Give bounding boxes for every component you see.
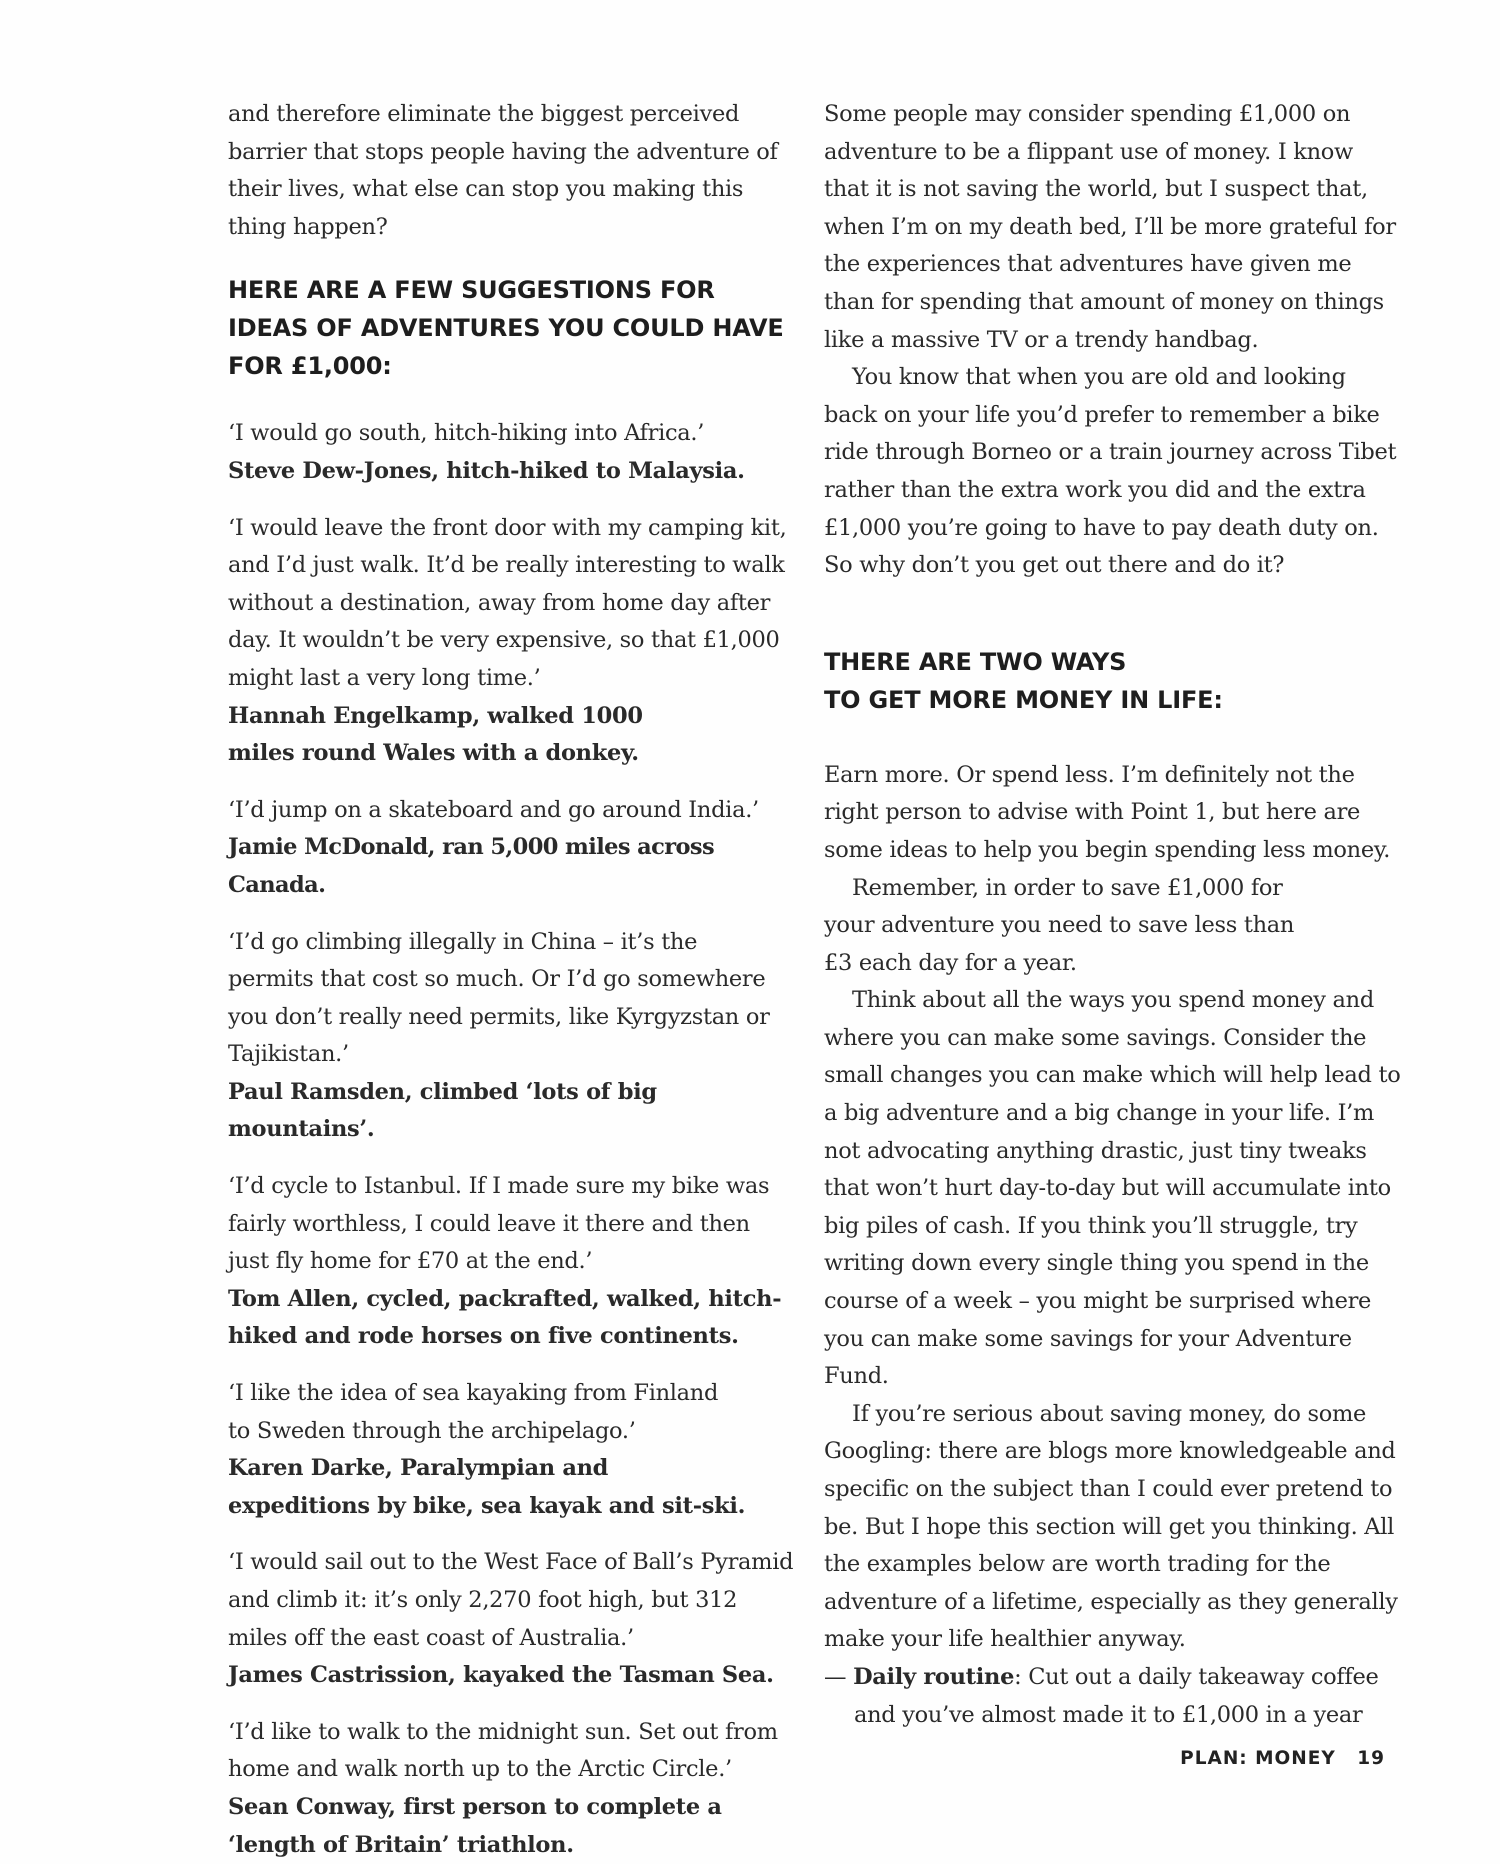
quote-attribution: Steve Dew-Jones, hitch-hiked to Malaysia. bbox=[228, 457, 745, 484]
body-paragraph: If you’re serious about saving money, do some Googling: there are blogs more knowledgeable and specific on the subject than I could ever pretend to be. But I hope this section will get you thinking. All the examples below are worth trading for the adventure of a lifetime, especially as they generally make your life healthier anyway. bbox=[824, 1400, 1398, 1653]
money-heading-line2: TO GET MORE MONEY IN LIFE: bbox=[824, 685, 1223, 714]
quote-block bbox=[228, 1168, 798, 1356]
list-item bbox=[824, 1659, 1402, 1734]
body-paragraph: Earn more. Or spend less. I’m definitely not the right person to advise with Point 1, but here are some ideas to help you begin spending less money. bbox=[824, 761, 1391, 863]
suggestions-heading: HERE ARE A FEW SUGGESTIONS FOR IDEAS OF ADVENTURES YOU COULD HAVE FOR £1,000: bbox=[228, 276, 784, 381]
money-heading-line1: THERE ARE TWO WAYS bbox=[824, 647, 1127, 676]
quote-block bbox=[228, 415, 798, 490]
quote-attribution: Hannah Engelkamp, walked 1000 miles round Wales with a donkey. bbox=[228, 702, 643, 767]
quote-attribution: Jamie McDonald, ran 5,000 miles across Canada. bbox=[228, 834, 715, 898]
page-footer bbox=[1100, 1748, 1385, 1769]
page-number: 19 bbox=[1357, 1748, 1385, 1769]
list-item-lead: Daily routine bbox=[853, 1663, 1015, 1690]
quote-attribution: Paul Ramsden, climbed ‘lots of big mountains’. bbox=[228, 1078, 657, 1143]
money-heading bbox=[824, 643, 1402, 719]
quote-block bbox=[228, 924, 798, 1150]
quote-attribution: Sean Conway, first person to complete a ‘length of Britain’ triathlon. bbox=[228, 1793, 722, 1858]
quote-text: ‘I’d cycle to Istanbul. If I made sure my bike was fairly worthless, I could leave it there and then just fly home for £70 at the end.’ bbox=[228, 1173, 770, 1275]
list-dash: — bbox=[824, 1663, 847, 1690]
quote-text: ‘I like the idea of sea kayaking from Finland to Sweden through the archipelago.’ bbox=[228, 1380, 719, 1444]
quote-block bbox=[228, 510, 798, 773]
quote-text: ‘I’d go climbing illegally in China – it’s the permits that cost so much. Or I’d go somewhere you don’t really need permits, like Kyrgyzstan or Tajikistan.’ bbox=[228, 928, 770, 1068]
body-paragraph: Think about all the ways you spend money and where you can make some savings. Consider the small changes you can make which will help lead to a big adventure and a big change in your life. I’m not advocating anything drastic, just tiny tweaks that won’t hurt day-to-day but will accumulate into big piles of cash. If you think you’ll struggle, try writing down every single thing you spend in the course of a week – you might be surprised where you can make some savings for your Adventure Fund. bbox=[824, 987, 1401, 1390]
left-column bbox=[228, 96, 798, 1864]
quote-text: ‘I’d jump on a skateboard and go around India.’ bbox=[228, 796, 759, 823]
quote-attribution: James Castrission, kayaked the Tasman Sea. bbox=[228, 1662, 774, 1689]
body-paragraph: Some people may consider spending £1,000 on adventure to be a flippant use of money. I know that it is not saving the world, but I suspect that, when I’m on my death bed, I’ll be more grateful for the experiences that adventures have given me than for spending that amount of money on things like a massive TV or a trendy handbag. bbox=[824, 101, 1396, 353]
section-label: PLAN: MONEY bbox=[1180, 1748, 1336, 1769]
quote-block bbox=[228, 1375, 798, 1525]
list-item-text: : Cut out a daily takeaway coffee and you’ve almost made it to £1,000 in a year bbox=[854, 1663, 1379, 1728]
body-paragraph: You know that when you are old and looking back on your life you’d prefer to remember a bike ride through Borneo or a train journey across Tibet rather than the extra work you did and the extra £1,000 you’re going to have to pay death duty on. So why don’t you get out there and do it? bbox=[824, 364, 1397, 579]
quote-text: ‘I’d like to walk to the midnight sun. Set out from home and walk north up to the Arctic Circle.’ bbox=[228, 1718, 778, 1783]
quote-attribution: Tom Allen, cycled, packrafted, walked, hitch-hiked and rode horses on five continents. bbox=[228, 1285, 782, 1350]
quote-block bbox=[228, 792, 798, 905]
quote-text: ‘I would sail out to the West Face of Ball’s Pyramid and climb it: it’s only 2,270 foot high, but 312 miles off the east coast of Australia.’ bbox=[228, 1549, 794, 1651]
quote-block bbox=[228, 1714, 798, 1864]
right-column bbox=[824, 96, 1402, 1734]
body-paragraph: Remember, in order to save £1,000 for your adventure you need to save less than £3 each day for a year. bbox=[824, 874, 1295, 976]
quote-text: ‘I would leave the front door with my camping kit, and I’d just walk. It’d be really interesting to walk without a destination, away from home day after day. It wouldn’t be very expensive, so that £1,000 might last a very long time.’ bbox=[228, 514, 787, 691]
intro-paragraph: and therefore eliminate the biggest perceived barrier that stops people having the adventure of their lives, what else can stop you making this thing happen? bbox=[228, 101, 778, 240]
quote-block bbox=[228, 1544, 798, 1694]
quote-attribution: Karen Darke, Paralympian and expeditions by bike, sea kayak and sit-ski. bbox=[228, 1455, 746, 1519]
quote-text: ‘I would go south, hitch-hiking into Africa.’ bbox=[228, 420, 705, 447]
